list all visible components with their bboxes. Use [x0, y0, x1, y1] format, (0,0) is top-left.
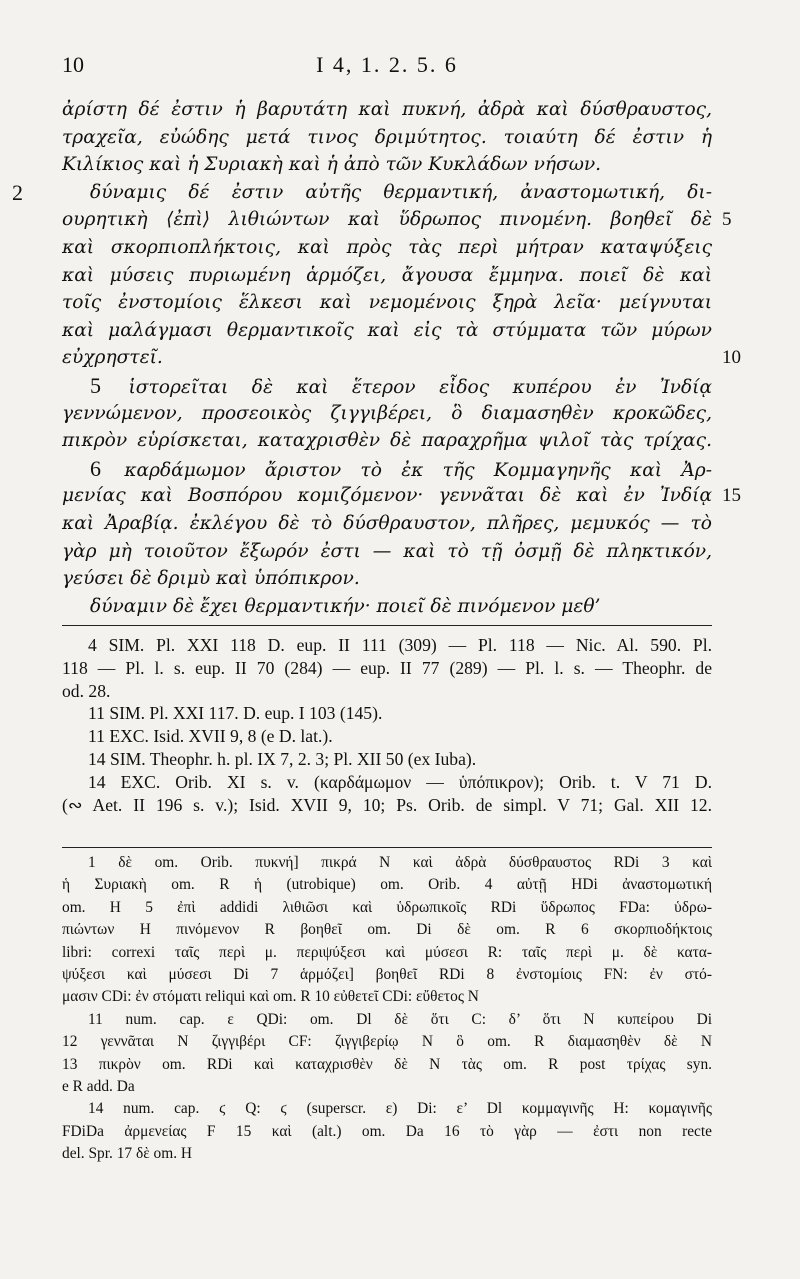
text-line: τραχεῖα, εὐώδης μετά τινος δριμύτητος. τοιαύτη δέ ἐστιν ἡ — [62, 126, 712, 148]
apparatus-line: ψύξεσι καὶ μύσεσι Di 7 ἁρμόζει] βοηθεῖ RDi 8 ἐνστομίοις FN: ἐν στό- — [62, 965, 712, 983]
section-number: 5 — [90, 372, 101, 398]
testimonia-line: 11 EXC. Isid. XVII 9, 8 (e D. lat.). — [88, 726, 333, 747]
text-line: 2 δύναμις δέ ἐστιν αὐτῆς θερμαντική, ἀναστομωτική, δι- — [12, 179, 712, 205]
apparatus-line: om. H 5 ἐπὶ addidi λιθιῶσι καὶ ὑδρωπικοῖς RDi ὕδρωπος FDa: ὑδρω- — [62, 898, 712, 916]
apparatus-line: ἡ Συριακὴ om. R ἡ (utrobique) om. Orib. 4 αὐτῇ HDi ἀναστομωτική — [62, 876, 712, 894]
text-line: καὶ Ἀραβίᾳ. ἐκλέγου δὲ τὸ δύσθραυστον, πλῆρες, μεμυκός — τὸ — [62, 512, 712, 534]
text-line: καὶ σκορπιοπλήκτοις, καὶ πρὸς τὰς περὶ μήτραν καταψύξεις — [62, 236, 712, 258]
page-number: 10 — [62, 52, 84, 77]
text-line: γεννώμενον, προσεοικὸς ζιγγιβέρει, ὃ διαμασηθὲν κροκῶδες, — [62, 402, 712, 424]
text-line: μενίας καὶ Βοσπόρου κομιζόμενον· γεννᾶται δὲ καὶ ἐν Ἰνδίᾳ 15 — [62, 482, 712, 510]
apparatus-line: 12 γεννᾶται N ζιγγιβέρι CF: ζιγγιβερίῳ N ὃ om. R διαμασηθὲν δὲ N — [62, 1033, 712, 1051]
line-number: 10 — [722, 347, 741, 369]
text-line: γεύσει δὲ δριμὺ καὶ ὑπόπικρον. — [62, 568, 360, 590]
line-number: 5 — [722, 209, 732, 231]
divider-rule — [62, 847, 712, 848]
apparatus-line: FDiDa ἀρμενείας F 15 καὶ (alt.) om. Da 16 τὸ γὰρ — ἐστι non recte — [62, 1122, 712, 1140]
testimonia-line: 14 SIM. Theophr. h. pl. IX 7, 2. 3; Pl. XII 50 (ex Iuba). — [88, 748, 477, 769]
testimonia-line: (∾ Aet. II 196 s. v.); Isid. XVII 9, 10; Ps. Orib. de simpl. V 71; Gal. XII 12. — [62, 794, 712, 815]
apparatus-line: πιώντων H πινόμενον R βοηθεῖ om. Di δὲ om. R 6 σκορπιοδήκτοις — [62, 921, 712, 939]
apparatus-line: 13 πικρὸν om. RDi καὶ καταχρισθὲν δὲ N τὰς om. R post τρίχας syn. — [62, 1055, 712, 1073]
divider-rule — [62, 625, 712, 626]
apparatus-line: 1 δὲ om. Orib. πυκνή] πικρά N καὶ ἀδρὰ δύσθραυστος RDi 3 καὶ — [88, 854, 712, 871]
text-line: εὐχρηστεῖ. 10 — [62, 344, 712, 372]
apparatus-line: e R add. Da — [62, 1077, 135, 1095]
apparatus-line: μασιν CDi: ἐν στόματι reliqui καὶ om. R 10 εὐθετεῖ CDi: εὔθετος N — [62, 988, 479, 1006]
text-line: δύναμιν δὲ ἔχει θερμαντικήν· ποιεῖ δὲ πινόμενον μεθ’ — [90, 595, 601, 617]
apparatus-line: del. Spr. 17 δὲ om. H — [62, 1145, 193, 1163]
text-line: γὰρ μὴ τοιοῦτον ἔξωρόν ἐστι — καὶ τὸ τῇ ὀσμῇ δὲ πληκτικόν, — [62, 540, 712, 562]
apparatus-line: 11 num. cap. ε QDi: om. Dl δὲ ὅτι C: δ’ ὅτι N κυπείρου Di — [88, 1010, 712, 1028]
testimonia-line: 11 SIM. Pl. XXI 117. D. eup. I 103 (145). — [88, 703, 383, 724]
text-line: Κιλίκιος καὶ ἡ Συριακὴ καὶ ἡ ἀπὸ τῶν Κυκλάδων νήσων. — [62, 154, 602, 176]
testimonia-line: 118 — Pl. l. s. eup. II 70 (284) — eup. II 77 (289) — Pl. l. s. — Theophr. de — [62, 657, 712, 678]
text-line: καὶ μαλάγμασι θερμαντικοῖς καὶ εἰς τὰ στύμματα τῶν μύρων — [62, 319, 712, 341]
text-line: καὶ μύσεις πυριωμένη ἁρμόζει, ἄγουσα ἔμμηνα. ποιεῖ δὲ καὶ — [62, 264, 712, 286]
text-line: ουρητικὴ ⟨ἐπὶ⟩ λιθιώντων καὶ ὕδρωπος πινομένη. βοηθεῖ δὲ 5 — [62, 206, 712, 234]
text-line: 5 ἱστορεῖται δὲ καὶ ἕτερον εἶδος κυπέρου ἐν Ἰνδίᾳ — [90, 372, 712, 398]
text-line: 6 καρδάμωμον ἄριστον τὸ ἐκ τῆς Κομμαγηνῆς καὶ Ἀρ- — [90, 455, 712, 481]
apparatus-line: 14 num. cap. ϛ Q: ϛ (superscr. ε) Di: ε’ Dl κομμαγινῆς H: κομαγινῆς — [88, 1100, 712, 1118]
section-number: 2 — [12, 179, 23, 205]
apparatus-line: libri: correxi ταῖς περὶ μ. περιψύξεσι καὶ μύσεσι R: ταῖς περὶ μ. δὲ κατα- — [62, 943, 712, 961]
text-line: ἀρίστη δέ ἐστιν ἡ βαρυτάτη καὶ πυκνή, ἀδρὰ καὶ δύσθραυστος, — [62, 99, 712, 120]
running-header — [62, 52, 712, 82]
critical-apparatus — [62, 852, 712, 1165]
testimonia-line: od. 28. — [62, 680, 111, 701]
testimonia-line: 14 EXC. Orib. XI s. v. (καρδάμωμον — ὑπόπικρον); Orib. t. V 71 D. — [88, 771, 712, 792]
testimonia-line: 4 SIM. Pl. XXI 118 D. eup. II 111 (309) — Pl. 118 — Nic. Al. 590. Pl. — [88, 635, 712, 655]
testimonia-apparatus — [62, 634, 712, 816]
line-number: 15 — [722, 485, 741, 507]
main-text — [12, 96, 741, 620]
text-line: τοῖς ἐνστομίοις ἕλκεσι καὶ νεμομένοις ξηρὰ λεῖα· μείγνυται — [62, 292, 712, 314]
text-line: πικρὸν εὑρίσκεται, καταχρισθὲν δὲ παραχρῆμα ψιλοῖ τὰς τρίχας. — [62, 430, 712, 452]
chapter-reference: I 4, 1. 2. 5. 6 — [316, 52, 458, 77]
section-number: 6 — [90, 455, 101, 481]
